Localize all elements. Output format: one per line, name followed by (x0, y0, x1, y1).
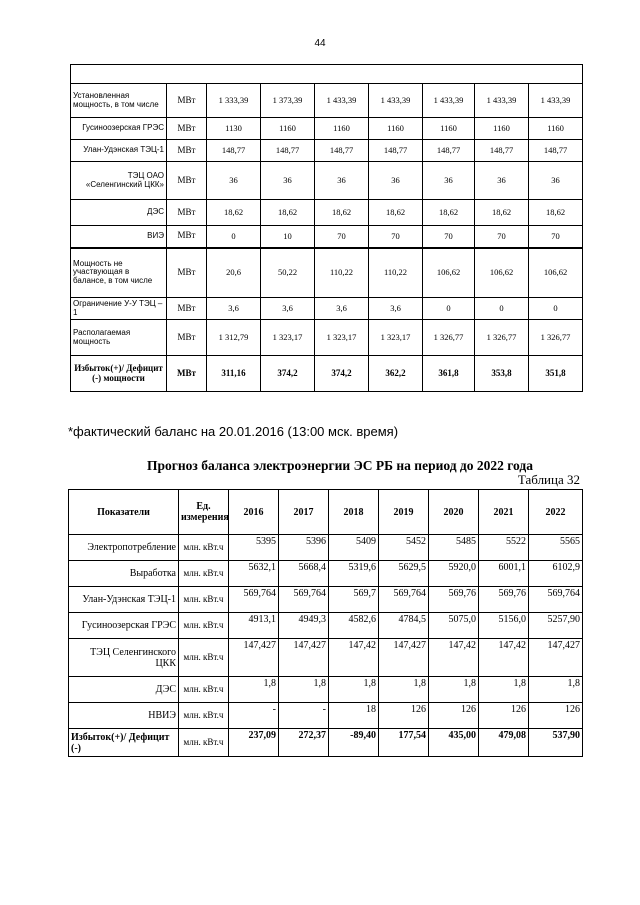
value-cell: - (279, 703, 329, 729)
row-unit: МВт (167, 298, 207, 320)
value-cell: 1 326,77 (423, 320, 475, 356)
table-caption: Таблица 32 (517, 472, 580, 487)
value-cell: 5920,0 (429, 561, 479, 587)
table-row (71, 226, 583, 248)
value-cell: 3,6 (207, 298, 261, 320)
footnote: *фактический баланс на 20.01.2016 (13:00 мск. время) (68, 424, 399, 439)
value-cell: 70 (529, 226, 583, 248)
row-label: ДЭС (71, 200, 167, 226)
row-unit: МВт (167, 248, 207, 298)
value-cell: 1,8 (279, 677, 329, 703)
value-cell: 18,62 (475, 200, 529, 226)
value-cell: 70 (369, 226, 423, 248)
table-blank-row (71, 65, 583, 84)
table-row (69, 639, 583, 677)
table-header-row (69, 490, 583, 535)
value-cell: 5395 (229, 535, 279, 561)
value-cell: 110,22 (315, 248, 369, 298)
value-cell: 36 (315, 162, 369, 200)
row-unit: млн. кВт.ч (179, 729, 229, 757)
table-row (69, 535, 583, 561)
value-cell: 1,8 (429, 677, 479, 703)
value-cell: 5452 (379, 535, 429, 561)
value-cell: 3,6 (261, 298, 315, 320)
value-cell: 1 326,77 (475, 320, 529, 356)
row-label: Ограничение У-У ТЭЦ – 1 (71, 298, 167, 320)
value-cell: 1,8 (329, 677, 379, 703)
value-cell: 36 (529, 162, 583, 200)
value-cell: 5319,6 (329, 561, 379, 587)
header-year: 2018 (329, 490, 379, 535)
row-label: Улан-Удэнская ТЭЦ-1 (71, 140, 167, 162)
table-row (71, 298, 583, 320)
value-cell: 70 (475, 226, 529, 248)
row-unit: млн. кВт.ч (179, 703, 229, 729)
value-cell: 126 (529, 703, 583, 729)
table-title: Прогноз баланса электроэнергии ЭС РБ на период до 2022 года (147, 458, 533, 473)
table-row (71, 162, 583, 200)
value-cell: 106,62 (529, 248, 583, 298)
row-unit: МВт (167, 356, 207, 392)
row-label: ДЭС (69, 677, 179, 703)
value-cell: 5396 (279, 535, 329, 561)
value-cell: 569,76 (479, 587, 529, 613)
header-year: 2016 (229, 490, 279, 535)
value-cell: 147,427 (229, 639, 279, 677)
value-cell: 1160 (529, 118, 583, 140)
value-cell: 126 (479, 703, 529, 729)
row-label: НВИЭ (69, 703, 179, 729)
value-cell: 1 433,39 (475, 84, 529, 118)
value-cell: 177,54 (379, 729, 429, 757)
value-cell: 36 (207, 162, 261, 200)
value-cell: 5632,1 (229, 561, 279, 587)
value-cell: 0 (529, 298, 583, 320)
row-unit: МВт (167, 84, 207, 118)
value-cell: 1 433,39 (315, 84, 369, 118)
value-cell: 4913,1 (229, 613, 279, 639)
value-cell: 1 433,39 (369, 84, 423, 118)
value-cell: 351,8 (529, 356, 583, 392)
value-cell: 5485 (429, 535, 479, 561)
table-row (69, 613, 583, 639)
value-cell: 353,8 (475, 356, 529, 392)
table-row (69, 703, 583, 729)
value-cell: 1 326,77 (529, 320, 583, 356)
row-label: Выработка (69, 561, 179, 587)
value-cell: 148,77 (369, 140, 423, 162)
value-cell: 70 (315, 226, 369, 248)
row-label: Установленная мощность, в том числе (71, 84, 167, 118)
value-cell: 18,62 (261, 200, 315, 226)
value-cell: 1,8 (479, 677, 529, 703)
value-cell: 18,62 (369, 200, 423, 226)
header-year: 2019 (379, 490, 429, 535)
value-cell: 362,2 (369, 356, 423, 392)
value-cell: 147,427 (379, 639, 429, 677)
value-cell: 3,6 (369, 298, 423, 320)
table-row (69, 561, 583, 587)
value-cell: 1,8 (229, 677, 279, 703)
value-cell: 1 373,39 (261, 84, 315, 118)
value-cell: 569,764 (229, 587, 279, 613)
value-cell: 374,2 (315, 356, 369, 392)
value-cell: 148,77 (261, 140, 315, 162)
header-unit: Ед. измерения (179, 490, 229, 535)
value-cell: 106,62 (475, 248, 529, 298)
row-label: ТЭЦ ОАО «Селенгинский ЦКК» (71, 162, 167, 200)
value-cell: 361,8 (423, 356, 475, 392)
row-label: Улан-Удэнская ТЭЦ-1 (69, 587, 179, 613)
table-row (71, 140, 583, 162)
value-cell: 6001,1 (479, 561, 529, 587)
value-cell: 18,62 (423, 200, 475, 226)
value-cell: 435,00 (429, 729, 479, 757)
value-cell: 1160 (423, 118, 475, 140)
value-cell: 374,2 (261, 356, 315, 392)
value-cell: 4582,6 (329, 613, 379, 639)
value-cell: 569,76 (429, 587, 479, 613)
value-cell: 5629,5 (379, 561, 429, 587)
total-row (71, 356, 583, 392)
row-label: ВИЭ (71, 226, 167, 248)
row-label: Гусиноозерская ГРЭС (71, 118, 167, 140)
value-cell: 4949,3 (279, 613, 329, 639)
value-cell: 1 333,39 (207, 84, 261, 118)
capacity-balance-body (71, 65, 583, 392)
row-label: Гусиноозерская ГРЭС (69, 613, 179, 639)
value-cell: 106,62 (423, 248, 475, 298)
total-row (69, 729, 583, 757)
value-cell: 36 (261, 162, 315, 200)
value-cell: 1 433,39 (529, 84, 583, 118)
value-cell: 1160 (261, 118, 315, 140)
row-unit: млн. кВт.ч (179, 535, 229, 561)
value-cell: 110,22 (369, 248, 423, 298)
row-unit: МВт (167, 320, 207, 356)
page-number: 44 (314, 38, 326, 49)
table-row (69, 587, 583, 613)
energy-balance-table (68, 489, 583, 757)
row-unit: млн. кВт.ч (179, 677, 229, 703)
value-cell: 1 323,17 (261, 320, 315, 356)
value-cell: 1160 (475, 118, 529, 140)
value-cell: 4784,5 (379, 613, 429, 639)
value-cell: 18,62 (315, 200, 369, 226)
value-cell: 147,427 (279, 639, 329, 677)
value-cell: 10 (261, 226, 315, 248)
value-cell: 272,37 (279, 729, 329, 757)
value-cell: 148,77 (475, 140, 529, 162)
value-cell: - (229, 703, 279, 729)
value-cell: 18,62 (529, 200, 583, 226)
value-cell: 70 (423, 226, 475, 248)
value-cell: 0 (207, 226, 261, 248)
row-label: Избыток(+)/ Дефицит (-) (69, 729, 179, 757)
value-cell: 1,8 (379, 677, 429, 703)
header-year: 2022 (529, 490, 583, 535)
value-cell: 5522 (479, 535, 529, 561)
header-indicator: Показатели (69, 490, 179, 535)
value-cell: 1,8 (529, 677, 583, 703)
value-cell: -89,40 (329, 729, 379, 757)
value-cell: 18,62 (207, 200, 261, 226)
value-cell: 1 323,17 (315, 320, 369, 356)
value-cell: 569,7 (329, 587, 379, 613)
header-year: 2020 (429, 490, 479, 535)
value-cell: 5409 (329, 535, 379, 561)
value-cell: 1130 (207, 118, 261, 140)
value-cell: 36 (423, 162, 475, 200)
value-cell: 126 (429, 703, 479, 729)
value-cell: 148,77 (207, 140, 261, 162)
value-cell: 1160 (369, 118, 423, 140)
energy-balance-body (69, 535, 583, 757)
value-cell: 147,42 (329, 639, 379, 677)
row-unit: МВт (167, 226, 207, 248)
value-cell: 479,08 (479, 729, 529, 757)
value-cell: 1 323,17 (369, 320, 423, 356)
row-unit: МВт (167, 118, 207, 140)
row-unit: млн. кВт.ч (179, 613, 229, 639)
value-cell: 18 (329, 703, 379, 729)
value-cell: 237,09 (229, 729, 279, 757)
table-row (71, 118, 583, 140)
row-unit: МВт (167, 200, 207, 226)
value-cell: 36 (369, 162, 423, 200)
value-cell: 311,16 (207, 356, 261, 392)
row-label: Избыток(+)/ Дефицит (-) мощности (71, 356, 167, 392)
value-cell: 5565 (529, 535, 583, 561)
value-cell: 569,764 (279, 587, 329, 613)
table-row (71, 84, 583, 118)
value-cell: 148,77 (423, 140, 475, 162)
value-cell: 1 312,79 (207, 320, 261, 356)
value-cell: 147,42 (479, 639, 529, 677)
value-cell: 569,764 (379, 587, 429, 613)
value-cell: 569,764 (529, 587, 583, 613)
row-label: Мощность не участвующая в балансе, в том числе (71, 248, 167, 298)
row-unit: млн. кВт.ч (179, 561, 229, 587)
table-row (69, 677, 583, 703)
value-cell: 5257,90 (529, 613, 583, 639)
value-cell: 148,77 (529, 140, 583, 162)
table-row (71, 248, 583, 298)
value-cell: 0 (475, 298, 529, 320)
value-cell: 5075,0 (429, 613, 479, 639)
value-cell: 537,90 (529, 729, 583, 757)
row-unit: млн. кВт.ч (179, 639, 229, 677)
value-cell: 36 (475, 162, 529, 200)
row-label: Располагаемая мощность (71, 320, 167, 356)
row-unit: млн. кВт.ч (179, 587, 229, 613)
value-cell: 1 433,39 (423, 84, 475, 118)
table-row (71, 200, 583, 226)
row-unit: МВт (167, 140, 207, 162)
value-cell: 5668,4 (279, 561, 329, 587)
capacity-balance-table (70, 64, 583, 392)
value-cell: 126 (379, 703, 429, 729)
value-cell: 147,42 (429, 639, 479, 677)
value-cell: 20,6 (207, 248, 261, 298)
value-cell: 5156,0 (479, 613, 529, 639)
header-year: 2021 (479, 490, 529, 535)
table-row (71, 320, 583, 356)
value-cell: 0 (423, 298, 475, 320)
value-cell: 3,6 (315, 298, 369, 320)
value-cell: 147,427 (529, 639, 583, 677)
row-label: ТЭЦ Селенгинского ЦКК (69, 639, 179, 677)
value-cell: 148,77 (315, 140, 369, 162)
row-label: Электропотребление (69, 535, 179, 561)
value-cell: 6102,9 (529, 561, 583, 587)
header-year: 2017 (279, 490, 329, 535)
value-cell: 1160 (315, 118, 369, 140)
value-cell: 50,22 (261, 248, 315, 298)
row-unit: МВт (167, 162, 207, 200)
